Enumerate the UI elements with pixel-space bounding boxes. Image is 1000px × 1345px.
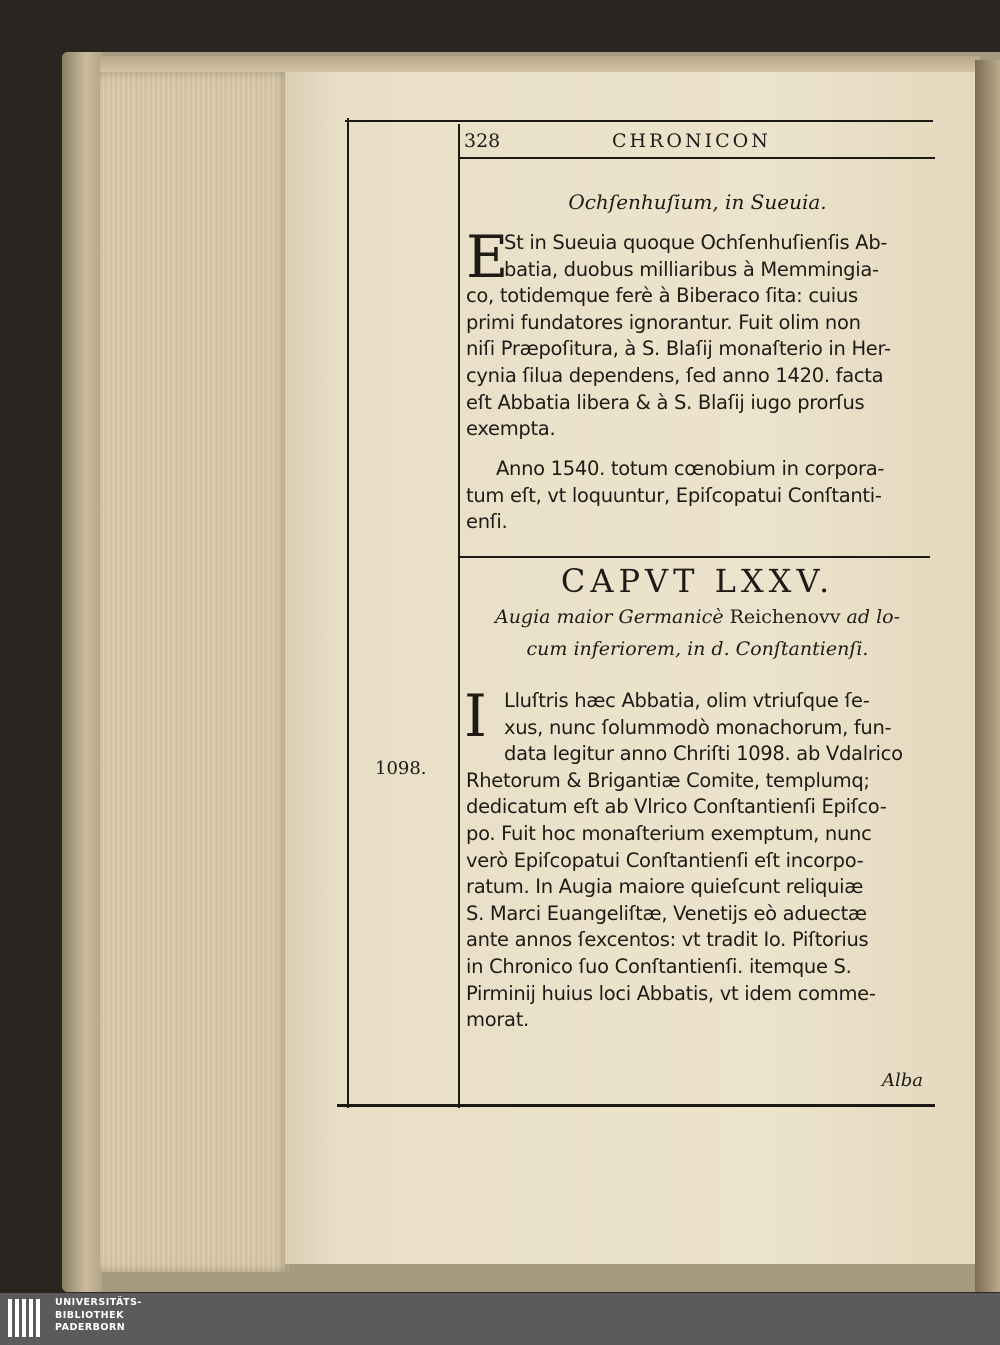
footer-band bbox=[0, 1293, 1000, 1345]
text-line: Lluſtris hæc Abbatia, olim vtriuſque ſe- bbox=[504, 689, 870, 712]
top-frame-rule bbox=[345, 120, 933, 122]
text-line: morat. bbox=[466, 1008, 529, 1032]
paragraph-augia-maior bbox=[464, 682, 934, 1034]
header-rule bbox=[460, 157, 935, 159]
text-line: verò Epiſcopatui Conſtantienſi eſt incorpo- bbox=[466, 848, 864, 872]
paragraph-anno-1540 bbox=[466, 456, 934, 536]
text-line: Rhetorum & Brigantiæ Comite, templumq; bbox=[466, 768, 870, 792]
logo-line: PADERBORN bbox=[55, 1322, 126, 1333]
text-line: St in Sueuia quoque Ochſenhuſienſis Ab- bbox=[504, 231, 888, 254]
drop-cap-e: E bbox=[466, 223, 509, 291]
text-line: tum eſt, vt loquuntur, Epiſcopatui Conſtanti- bbox=[466, 483, 882, 507]
running-title: CHRONICON bbox=[612, 130, 771, 152]
text-line: ratum. In Augia maiore quieſcunt reliquiæ bbox=[466, 875, 864, 899]
text-line: niſi Præpoſitura, à S. Blaſij monaſterio in Her- bbox=[466, 337, 891, 361]
subtitle-italic-b: ad lo- bbox=[846, 606, 901, 628]
logo-line: UNIVERSITÄTS- bbox=[55, 1297, 142, 1308]
chapter-subtitle-line2: cum inferiorem, in d. Conſtantienſi. bbox=[526, 638, 869, 660]
catchword: Alba bbox=[882, 1070, 924, 1091]
text-line: dedicatum eſt ab Vlrico Conſtantienſi Epiſco- bbox=[466, 795, 887, 819]
text-line: Anno 1540. totum cœnobium in corpora- bbox=[496, 457, 885, 480]
text-line: co, totidemque ferè à Biberaco ſita: cuius bbox=[466, 284, 858, 308]
text-line: eſt Abbatia libera & à S. Blaſij iugo prorſus bbox=[466, 390, 865, 414]
bottom-frame-rule bbox=[337, 1104, 935, 1107]
section-heading-ochsenhusium: Ochſenhuſium, in Sueuia. bbox=[568, 190, 827, 214]
library-logo-text bbox=[55, 1297, 142, 1335]
text-line: Pirminij huius loci Abbatis, vt idem comme- bbox=[466, 981, 876, 1005]
facing-page-sliver bbox=[975, 60, 1000, 1292]
text-line: batia, duobus milliaribus à Memmingia- bbox=[504, 257, 879, 281]
text-line: exempta. bbox=[466, 417, 556, 441]
text-line: po. Fuit hoc monaſterium exemptum, nunc bbox=[466, 821, 872, 845]
section-divider-rule bbox=[460, 556, 930, 558]
text-line: S. Marci Euangeliſtæ, Venetijs eò aduectæ bbox=[466, 901, 867, 925]
text-line: cynia ſilua dependens, ſed anno 1420. facta bbox=[466, 363, 884, 387]
text-line: xus, nunc ſolummodò monachorum, fun- bbox=[504, 715, 892, 739]
text-line: in Chronico ſuo Conſtantienſi. itemque S. bbox=[466, 954, 852, 978]
margin-note-year: 1098. bbox=[375, 758, 427, 779]
text-line: ante annos ſexcentos: vt tradit Io. Piſtorius bbox=[466, 928, 869, 952]
page-block-edge bbox=[100, 72, 290, 1272]
paragraph-ochsenhusium bbox=[466, 223, 934, 443]
text-line: primi fundatores ignorantur. Fuit olim non bbox=[466, 310, 861, 334]
chapter-subtitle-line1 bbox=[460, 606, 935, 628]
subtitle-roman: Reichenovv bbox=[723, 606, 847, 628]
text-line: enſi. bbox=[466, 510, 508, 534]
library-logo-icon bbox=[8, 1299, 43, 1337]
drop-cap-i: I bbox=[464, 682, 487, 750]
logo-line: BIBLIOTHEK bbox=[55, 1309, 124, 1321]
margin-frame-rule bbox=[347, 118, 349, 1108]
page-number: 328 bbox=[464, 130, 501, 152]
text-line: data legitur anno Chriſti 1098. ab Vdalrico bbox=[504, 742, 903, 766]
chapter-heading: CAPVT LXXV. bbox=[560, 562, 835, 600]
subtitle-italic-a: Augia maior Germanicè bbox=[494, 606, 724, 628]
book-cover-edge bbox=[62, 52, 102, 1292]
